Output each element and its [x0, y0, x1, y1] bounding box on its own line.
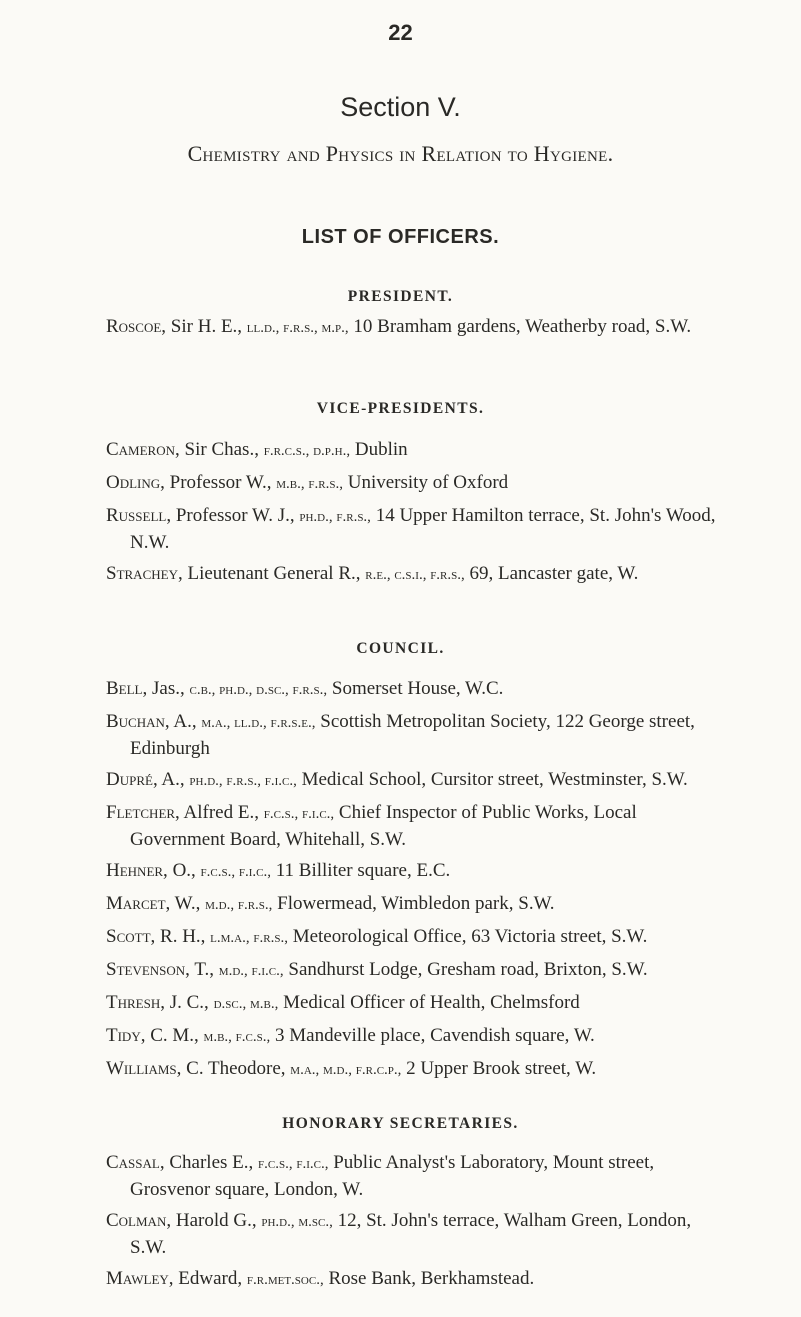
officer-address: Medical School, Cursitor street, Westminster, S.W. [296, 769, 688, 790]
officer-address: 12, St. John's terrace, Walham Green, London, S.W. [130, 1210, 692, 1258]
officer-entry [106, 767, 726, 794]
section-subtitle: Chemistry and Physics in Relation to Hygiene. [187, 141, 614, 166]
officer-degrees: l.m.a., f.r.s., [210, 930, 288, 946]
officer-address: 3 Mandeville place, Cavendish square, W. [270, 1025, 595, 1046]
officer-degrees: m.b., f.c.s., [203, 1029, 271, 1045]
officer-degrees: d.sc., m.b., [213, 996, 279, 1012]
officer-name: A., [169, 711, 202, 732]
officer-surname: Bell, [106, 678, 148, 699]
officer-name: Charles E., [164, 1152, 259, 1173]
officer-surname: Stevenson, [106, 959, 190, 980]
vice-presidents-list [106, 437, 726, 594]
officer-entry [106, 437, 726, 464]
officer-degrees: f.c.s., f.i.c., [258, 1156, 329, 1172]
officer-degrees: m.a., ll.d., f.r.s.e., [201, 715, 316, 731]
officer-entry [106, 470, 726, 497]
officer-address: 10 Bramham gardens, Weatherby road, S.W. [348, 316, 692, 337]
officer-degrees: f.r.met.soc., [246, 1272, 324, 1288]
officer-name: Professor W. J., [171, 505, 300, 526]
officer-degrees: f.c.s., f.i.c., [263, 806, 335, 822]
officer-degrees: ll.d., f.r.s., m.p., [246, 320, 349, 336]
officer-entry [106, 891, 726, 918]
officer-surname: Tidy, [106, 1025, 146, 1046]
officer-name: Sir Chas., [179, 439, 264, 460]
officer-degrees: m.d., f.i.c., [218, 963, 284, 979]
honorary-secretaries-heading: HONORARY SECRETARIES. [282, 1115, 519, 1132]
officer-name: A., [157, 769, 190, 790]
officer-name: Sir H. E., [166, 316, 247, 337]
officer-address: 11 Billiter square, E.C. [271, 860, 451, 881]
officer-surname: Buchan, [106, 711, 170, 732]
officer-entry [106, 1056, 726, 1083]
officer-name: Edward, [173, 1268, 247, 1289]
officer-address: Flowermead, Wimbledon park, S.W. [272, 893, 555, 914]
officer-degrees: r.e., c.s.i., f.r.s., [365, 567, 465, 583]
officer-name: Alfred E., [179, 802, 264, 823]
officer-surname: Scott, [106, 926, 156, 947]
officer-address: Public Analyst's Laboratory, Mount street, Grosvenor square, London, W. [130, 1152, 655, 1200]
officer-name: C. Theodore, [181, 1058, 291, 1079]
officer-entry [106, 1150, 726, 1202]
officer-address: University of Oxford [342, 472, 509, 493]
section-title: Section V. [340, 92, 461, 122]
officer-address: Medical Officer of Health, Chelmsford [278, 992, 580, 1013]
officer-surname: Roscoe, [106, 316, 167, 337]
officer-degrees: ph.d., m.sc., [261, 1214, 333, 1230]
officer-address: Sandhurst Lodge, Gresham road, Brixton, S.W. [283, 959, 648, 980]
officer-entry [106, 800, 726, 852]
officer-surname: Thresh, [106, 992, 165, 1013]
officer-surname: Strachey, [106, 563, 183, 584]
honorary-secretaries-list [106, 1150, 726, 1299]
officer-entry [106, 957, 726, 984]
officer-address: 2 Upper Brook street, W. [401, 1058, 597, 1079]
officer-surname: Cassal, [106, 1152, 165, 1173]
officer-degrees: c.b., ph.d., d.sc., f.r.s., [189, 682, 328, 698]
council-list [106, 676, 726, 1089]
officer-entry [106, 924, 726, 951]
officer-surname: Hehner, [106, 860, 168, 881]
officer-entry [106, 1023, 726, 1050]
list-title: LIST OF OFFICERS. [301, 226, 500, 248]
officer-address: 69, Lancaster gate, W. [464, 563, 639, 584]
officer-address: Dublin [350, 439, 408, 460]
officer-surname: Fletcher, [106, 802, 180, 823]
president-list [106, 314, 726, 347]
officer-name: W., [170, 893, 206, 914]
officer-entry [106, 676, 726, 703]
officer-surname: Cameron, [106, 439, 180, 460]
officer-entry [106, 561, 726, 588]
officer-entry [106, 1208, 726, 1260]
officer-address: Scottish Metropolitan Society, 122 George street, Edinburgh [130, 711, 695, 759]
officer-surname: Dupré, [106, 769, 158, 790]
officer-entry [106, 990, 726, 1017]
officer-degrees: m.a., m.d., f.r.c.p., [290, 1062, 402, 1078]
officer-address: 14 Upper Hamilton terrace, St. John's Wood, N.W. [130, 505, 716, 553]
officer-degrees: m.b., f.r.s., [276, 476, 343, 492]
officer-surname: Colman, [106, 1210, 172, 1231]
officer-address: Rose Bank, Berkhamstead. [323, 1268, 535, 1289]
page-number: 22 [388, 20, 413, 45]
council-heading: COUNCIL. [356, 640, 445, 657]
officer-name: Lieutenant General R., [182, 563, 366, 584]
officer-degrees: m.d., f.r.s., [205, 897, 273, 913]
officer-surname: Williams, [106, 1058, 182, 1079]
officer-address: Meteorological Office, 63 Victoria street, S.W. [287, 926, 648, 947]
president-heading: PRESIDENT. [347, 288, 454, 305]
officer-entry [106, 503, 726, 555]
officer-degrees: ph.d., f.r.s., f.i.c., [189, 773, 297, 789]
officer-name: Professor W., [164, 472, 277, 493]
officer-surname: Mawley, [106, 1268, 174, 1289]
officer-degrees: f.r.c.s., d.p.h., [263, 443, 351, 459]
officer-surname: Odling, [106, 472, 165, 493]
officer-name: Jas., [147, 678, 190, 699]
officer-name: Harold G., [171, 1210, 262, 1231]
officer-address: Somerset House, W.C. [327, 678, 504, 699]
officer-entry [106, 314, 726, 341]
officer-surname: Marcet, [106, 893, 171, 914]
officer-name: O., [167, 860, 201, 881]
officer-degrees: f.c.s., f.i.c., [200, 864, 271, 880]
officer-entry [106, 858, 726, 885]
officer-surname: Russell, [106, 505, 172, 526]
officer-name: C. M., [145, 1025, 204, 1046]
officer-degrees: ph.d., f.r.s., [299, 509, 371, 525]
officer-name: T., [189, 959, 219, 980]
officer-address: Chief Inspector of Public Works, Local Government Board, Whitehall, S.W. [130, 802, 637, 850]
officer-entry [106, 1266, 726, 1293]
officer-name: J. C., [164, 992, 214, 1013]
vice-presidents-heading: VICE-PRESIDENTS. [316, 400, 485, 417]
officer-name: R. H., [155, 926, 211, 947]
officer-entry [106, 709, 726, 761]
